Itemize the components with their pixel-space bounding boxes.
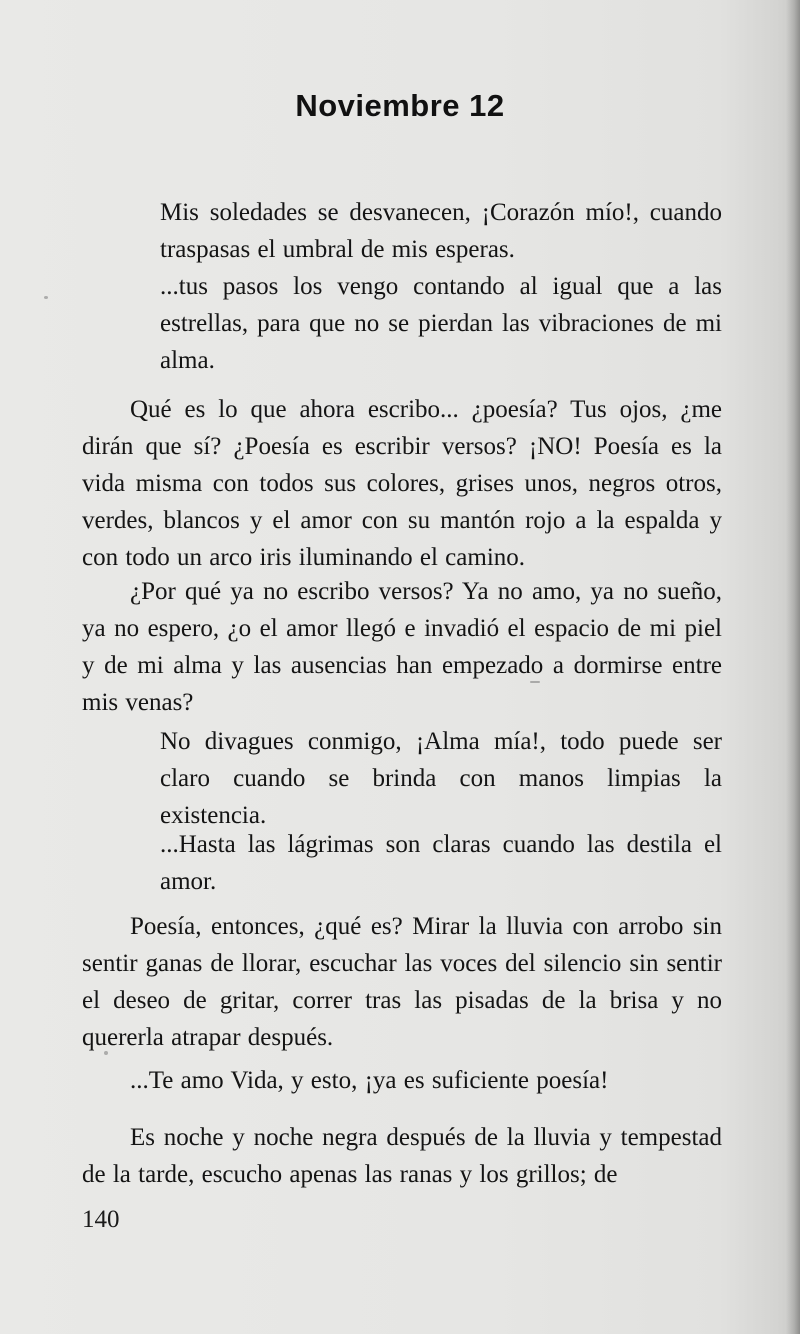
paragraph-7: Poesía, entonces, ¿qué es? Mirar la lluvia con arrobo sin sentir ganas de llorar, escuchar las voces del silencio sin sentir el deseo de gritar, correr tras las pisadas de la brisa y no quererla atrapar después. [82, 913, 722, 1051]
paragraph-9: Es noche y noche negra después de la lluvia y tempestad de la tarde, escucho apenas las ranas y los grillos; de [82, 1124, 722, 1188]
page-number: 140 [82, 1206, 120, 1233]
paper-speck [104, 1051, 108, 1055]
paragraph-8: ...Te amo Vida, y esto, ¡ya es suficiente poesía! [130, 1067, 609, 1094]
paragraph-6: ...Hasta las lágrimas son claras cuando las destila el amor. [160, 831, 722, 895]
page-edge-shadow [786, 0, 800, 1334]
paragraph-4: ¿Por qué ya no escribo versos? Ya no amo, ya no sueño, ya no espero, ¿o el amor llegó e invadió el espacio de mi piel y de mi alma y las ausencias han empezado a dormirse entre mis venas? [82, 578, 722, 716]
paragraph-2: ...tus pasos los vengo contando al igual que a las estrellas, para que no se pierdan las vibraciones de mi alma. [160, 273, 722, 374]
paragraph-3: Qué es lo que ahora escribo... ¿poesía? Tus ojos, ¿me dirán que sí? ¿Poesía es escribir versos? ¡NO! Poesía es la vida misma con todos sus colores, grises unos, negros otros, verdes, blancos y el amor con su mantón rojo a la espalda y con todo un arco iris iluminando el camino. [82, 396, 722, 571]
paper-speck [530, 681, 540, 683]
chapter-heading: Noviembre 12 [295, 88, 505, 123]
paragraph-1: Mis soledades se desvanecen, ¡Corazón mío!, cuando traspasas el umbral de mis esperas. [160, 199, 722, 263]
paragraph-5: No divagues conmigo, ¡Alma mía!, todo puede ser claro cuando se brinda con manos limpias la existencia. [160, 728, 722, 829]
paper-speck [44, 296, 48, 299]
